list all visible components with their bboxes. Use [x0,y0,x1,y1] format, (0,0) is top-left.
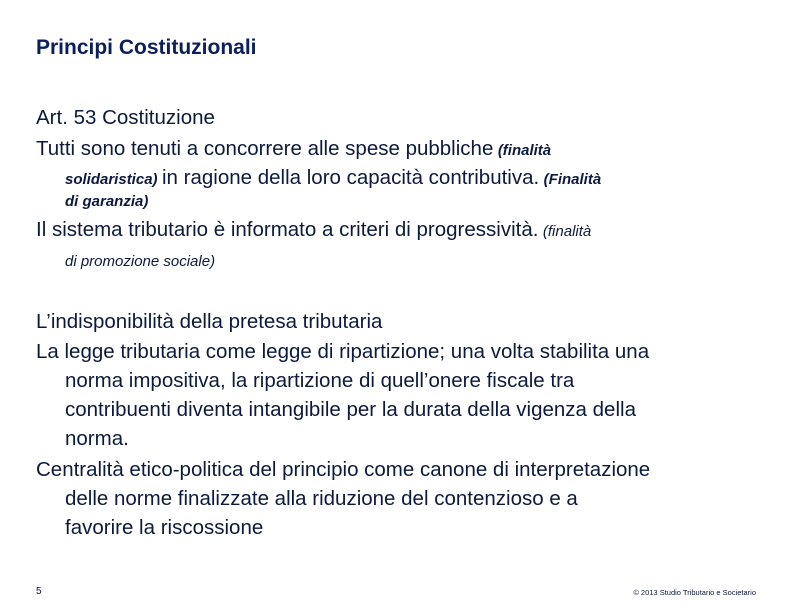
progressivita-note-cont: di promozione sociale) [65,253,216,270]
art53-line-2-note: solidaristica) [65,171,158,188]
progressivita-note: (finalità [542,223,592,240]
copyright-notice: © 2013 Studio Tributario e Societario [633,588,756,597]
indisponibilita-heading: L’indisponibilità della pretesa tributaria [36,310,383,333]
para2-line-3: favorire la riscossione [65,516,264,539]
art53-line-3-note: di garanzia) [65,193,149,210]
art53-line-2 [65,166,601,190]
art53-heading: Art. 53 Costituzione [36,106,215,129]
para1-line-2: norma impositiva, la ripartizione di quell’onere fiscale tra [65,369,575,392]
art53-line-1-note: (finalità [497,142,552,159]
art53-line-4 [36,218,591,242]
art53-line-2-note2: (Finalità [543,171,602,188]
para1-line-1: La legge tributaria come legge di ripartizione; una volta stabilita una [36,340,650,363]
para1-line-4: norma. [65,427,129,450]
slide-title: Principi Costituzionali [36,36,257,59]
para2-line-1: Centralità etico-politica del principio come canone di interpretazione [36,458,651,481]
art53-line-2-text: in ragione della loro capacità contributiva. [162,166,540,189]
progressivita-text: Il sistema tributario è informato a criteri di progressività. [36,218,539,241]
para1-line-3: contribuenti diventa intangibile per la durata della vigenza della [65,398,636,421]
para2-line-2: delle norme finalizzate alla riduzione del contenzioso e a [65,487,578,510]
art53-line-1-text: Tutti sono tenuti a concorrere alle spese pubbliche [36,137,494,160]
art53-line-1 [36,137,551,161]
page-number: 5 [36,586,42,597]
